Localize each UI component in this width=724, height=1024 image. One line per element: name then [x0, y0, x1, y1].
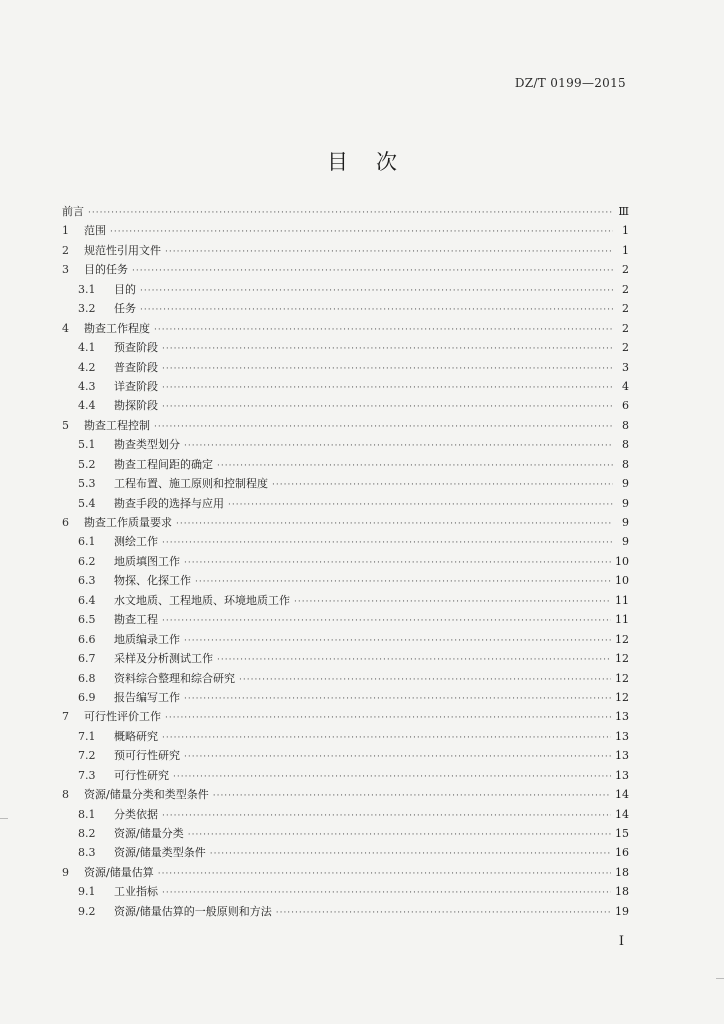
toc-entry-number: 6.2 — [78, 554, 96, 568]
toc-entry[interactable] — [62, 610, 629, 629]
toc-entry[interactable] — [62, 707, 629, 726]
toc-entry-number: 3.2 — [78, 302, 96, 316]
toc-entry[interactable] — [62, 377, 629, 396]
toc-entry[interactable] — [62, 532, 629, 551]
toc-entry-number: 6.7 — [78, 652, 96, 666]
toc-dot-leader — [162, 612, 611, 629]
toc-entry-page: 12 — [615, 632, 629, 646]
toc-entry-number: 4.1 — [78, 341, 96, 355]
toc-entry-label: 详查阶段 — [114, 379, 158, 393]
toc-entry-label: 范围 — [84, 224, 106, 238]
toc-entry-number: 7.2 — [78, 749, 96, 763]
toc-entry-label: 资源/储量估算的一般原则和方法 — [114, 904, 272, 918]
toc-entry-number: 5.3 — [78, 477, 96, 491]
toc-entry-page: 9 — [622, 496, 629, 510]
scan-mark — [0, 818, 8, 819]
toc-entry-page: 18 — [615, 885, 629, 899]
toc-entry-label: 资源/储量分类和类型条件 — [84, 788, 209, 802]
toc-entry-label: 勘查工作程度 — [84, 321, 150, 335]
toc-entry-page: 13 — [615, 768, 629, 782]
toc-dot-leader — [184, 437, 613, 454]
toc-entry[interactable] — [62, 552, 629, 571]
toc-entry-label: 前言 — [62, 205, 84, 218]
toc-dot-leader — [195, 573, 611, 590]
toc-entry-number: 3 — [62, 263, 69, 277]
toc-entry-number: 6.5 — [78, 613, 96, 627]
toc-entry[interactable] — [62, 241, 629, 260]
toc-entry-label: 地质编录工作 — [114, 632, 180, 646]
table-of-contents — [62, 202, 629, 921]
toc-entry-label: 地质填图工作 — [114, 554, 180, 568]
toc-entry-page: 8 — [622, 457, 629, 471]
toc-entry-page: 10 — [615, 574, 629, 588]
toc-entry-label: 任务 — [114, 302, 136, 316]
toc-dot-leader — [162, 340, 613, 357]
toc-entry-number: 6.8 — [78, 671, 96, 685]
toc-entry[interactable] — [62, 630, 629, 649]
toc-entry-number: 5 — [62, 418, 69, 432]
toc-entry[interactable] — [62, 863, 629, 882]
toc-entry-label: 资源/储量估算 — [84, 865, 154, 879]
toc-entry[interactable] — [62, 688, 629, 707]
toc-entry-label: 规范性引用文件 — [84, 243, 161, 257]
toc-dot-leader — [140, 282, 613, 299]
toc-entry[interactable] — [62, 455, 629, 474]
toc-entry[interactable] — [62, 338, 629, 357]
toc-entry-number: 9 — [62, 865, 69, 879]
toc-entry-page: 9 — [622, 535, 629, 549]
document-code: DZ/T 0199—2015 — [514, 76, 626, 90]
toc-entry-number: 8.1 — [78, 807, 96, 821]
toc-entry[interactable] — [62, 766, 629, 785]
toc-entry[interactable] — [62, 358, 629, 377]
toc-entry[interactable] — [62, 649, 629, 668]
toc-dot-leader — [154, 418, 613, 435]
toc-entry[interactable] — [62, 591, 629, 610]
toc-entry-page: 2 — [622, 282, 629, 296]
toc-entry-label: 水文地质、工程地质、环境地质工作 — [114, 593, 290, 607]
toc-entry[interactable] — [62, 280, 629, 299]
toc-entry[interactable] — [62, 435, 629, 454]
toc-entry-number: 1 — [62, 224, 69, 238]
toc-entry-label: 可行性研究 — [114, 768, 169, 782]
toc-entry-number: 2 — [62, 243, 69, 257]
toc-dot-leader — [228, 496, 613, 513]
toc-entry-label: 分类依据 — [114, 807, 158, 821]
toc-entry-page: 16 — [615, 846, 629, 860]
toc-entry-page: 11 — [615, 593, 629, 607]
toc-dot-leader — [210, 845, 611, 862]
toc-entry-page: 8 — [622, 438, 629, 452]
toc-entry[interactable] — [62, 746, 629, 765]
toc-dot-leader — [158, 865, 611, 882]
toc-entry[interactable] — [62, 319, 629, 338]
toc-entry[interactable] — [62, 494, 629, 513]
toc-dot-leader — [276, 904, 611, 921]
toc-entry-label: 概略研究 — [114, 729, 158, 743]
toc-entry-number: 7 — [62, 710, 69, 724]
toc-entry-number: 5.1 — [78, 438, 96, 452]
toc-entry-label: 勘查工程间距的确定 — [114, 457, 213, 471]
toc-entry-page: 14 — [615, 807, 629, 821]
toc-entry-page: 12 — [615, 671, 629, 685]
toc-entry[interactable] — [62, 805, 629, 824]
toc-entry-page: 1 — [622, 243, 629, 257]
toc-entry-page: 10 — [615, 554, 629, 568]
toc-entry[interactable] — [62, 785, 629, 804]
toc-entry-page: 2 — [622, 302, 629, 316]
toc-dot-leader — [294, 593, 611, 610]
toc-entry-number: 9.2 — [78, 904, 96, 918]
toc-entry-page: 9 — [622, 516, 629, 529]
toc-entry-number: 4.4 — [78, 399, 96, 413]
toc-entry-number: 5.2 — [78, 457, 96, 471]
toc-entry-number: 6.6 — [78, 632, 96, 646]
toc-entry[interactable] — [62, 299, 629, 318]
toc-entry-number: 8.2 — [78, 827, 96, 840]
toc-entry-page: 9 — [622, 477, 629, 491]
toc-entry-page: 12 — [615, 652, 629, 666]
toc-dot-leader — [110, 223, 613, 240]
toc-dot-leader — [217, 457, 613, 474]
toc-entry-label: 勘查工程 — [114, 613, 158, 627]
toc-dot-leader — [162, 807, 611, 824]
toc-dot-leader — [184, 554, 611, 571]
page-title: 目次 — [327, 150, 425, 174]
toc-entry-page: 2 — [622, 263, 629, 277]
toc-dot-leader — [162, 534, 613, 551]
toc-entry-page: 14 — [615, 788, 629, 802]
toc-dot-leader — [162, 360, 613, 377]
toc-entry-label: 报告编写工作 — [114, 690, 180, 704]
toc-dot-leader — [154, 321, 613, 338]
toc-entry-label: 勘查手段的选择与应用 — [114, 496, 224, 510]
toc-entry-label: 勘查工程控制 — [84, 418, 150, 432]
toc-dot-leader — [239, 671, 611, 688]
toc-entry-label: 资源/储量类型条件 — [114, 846, 206, 860]
toc-entry-page: 15 — [615, 827, 629, 840]
toc-entry-label: 采样及分析测试工作 — [114, 652, 213, 666]
toc-entry-page: 2 — [622, 341, 629, 355]
toc-entry[interactable] — [62, 843, 629, 862]
toc-dot-leader — [140, 301, 613, 318]
toc-entry-number: 9.1 — [78, 885, 96, 899]
toc-entry[interactable] — [62, 221, 629, 240]
toc-dot-leader — [184, 690, 611, 707]
toc-dot-leader — [176, 515, 613, 532]
toc-entry-page: 19 — [615, 904, 629, 918]
toc-entry-number: 6.1 — [78, 535, 96, 549]
toc-dot-leader — [162, 379, 613, 396]
toc-entry[interactable] — [62, 202, 629, 221]
toc-entry-page: 11 — [615, 613, 629, 627]
toc-entry-page: 2 — [622, 321, 629, 335]
toc-entry-number: 6.9 — [78, 690, 96, 704]
toc-entry-label: 物探、化探工作 — [114, 574, 191, 588]
toc-dot-leader — [173, 768, 611, 785]
toc-dot-leader — [165, 243, 613, 260]
toc-entry-label: 勘探阶段 — [114, 399, 158, 413]
toc-entry[interactable] — [62, 669, 629, 688]
toc-entry-label: 可行性评价工作 — [84, 710, 161, 724]
toc-entry-label: 勘查类型划分 — [114, 438, 180, 452]
toc-entry-number: 6.4 — [78, 593, 96, 607]
toc-dot-leader — [162, 398, 613, 415]
toc-entry[interactable] — [62, 571, 629, 590]
toc-dot-leader — [165, 709, 611, 726]
toc-entry-number: 3.1 — [78, 282, 96, 296]
toc-entry-label: 测绘工作 — [114, 535, 158, 549]
toc-entry[interactable] — [62, 727, 629, 746]
scan-mark — [716, 978, 724, 979]
toc-dot-leader — [213, 787, 611, 804]
toc-dot-leader — [184, 748, 611, 765]
toc-entry-label: 工业指标 — [114, 885, 158, 899]
toc-entry-label: 勘查工作质量要求 — [84, 516, 172, 529]
toc-dot-leader — [88, 204, 613, 221]
toc-dot-leader — [184, 632, 611, 649]
toc-entry-label: 普查阶段 — [114, 360, 158, 374]
toc-entry-number: 6.3 — [78, 574, 96, 588]
toc-entry-page: 13 — [615, 729, 629, 743]
toc-entry-label: 工程布置、施工原则和控制程度 — [114, 477, 268, 491]
toc-entry[interactable] — [62, 882, 629, 901]
toc-entry-page: 13 — [615, 710, 629, 724]
toc-entry-page: 12 — [615, 690, 629, 704]
toc-dot-leader — [162, 884, 611, 901]
toc-entry-page: 13 — [615, 749, 629, 763]
toc-entry-number: 4.2 — [78, 360, 96, 374]
toc-entry-label: 目的任务 — [84, 263, 128, 277]
toc-entry-number: 8.3 — [78, 846, 96, 860]
toc-entry-page: 3 — [622, 360, 629, 374]
toc-entry-page: 6 — [622, 399, 629, 413]
toc-entry-page: 4 — [622, 379, 629, 393]
toc-dot-leader — [272, 476, 613, 493]
toc-entry[interactable] — [62, 416, 629, 435]
toc-entry-page: Ⅲ — [618, 205, 629, 218]
toc-entry-number: 6 — [62, 516, 69, 529]
toc-entry[interactable] — [62, 824, 629, 843]
toc-entry-number: 4.3 — [78, 379, 96, 393]
toc-dot-leader — [188, 826, 611, 843]
toc-entry-page: 1 — [622, 224, 629, 238]
toc-entry-number: 5.4 — [78, 496, 96, 510]
toc-entry-label: 预查阶段 — [114, 341, 158, 355]
toc-entry-number: 7.1 — [78, 729, 96, 743]
toc-dot-leader — [162, 729, 611, 746]
toc-entry-number: 7.3 — [78, 768, 96, 782]
footer-page-number: I — [618, 934, 624, 949]
toc-entry-label: 资料综合整理和综合研究 — [114, 671, 235, 685]
toc-entry[interactable] — [62, 396, 629, 415]
toc-dot-leader — [132, 262, 613, 279]
toc-entry-number: 4 — [62, 321, 69, 335]
toc-entry-label: 目的 — [114, 282, 136, 296]
toc-entry[interactable] — [62, 513, 629, 532]
toc-entry-page: 18 — [615, 865, 629, 879]
toc-entry[interactable] — [62, 474, 629, 493]
toc-entry-label: 预可行性研究 — [114, 749, 180, 763]
toc-entry[interactable] — [62, 902, 629, 921]
toc-entry-page: 8 — [622, 418, 629, 432]
toc-entry-label: 资源/储量分类 — [114, 827, 184, 840]
toc-entry-number: 8 — [62, 788, 69, 802]
toc-dot-leader — [217, 651, 611, 668]
toc-entry[interactable] — [62, 260, 629, 279]
